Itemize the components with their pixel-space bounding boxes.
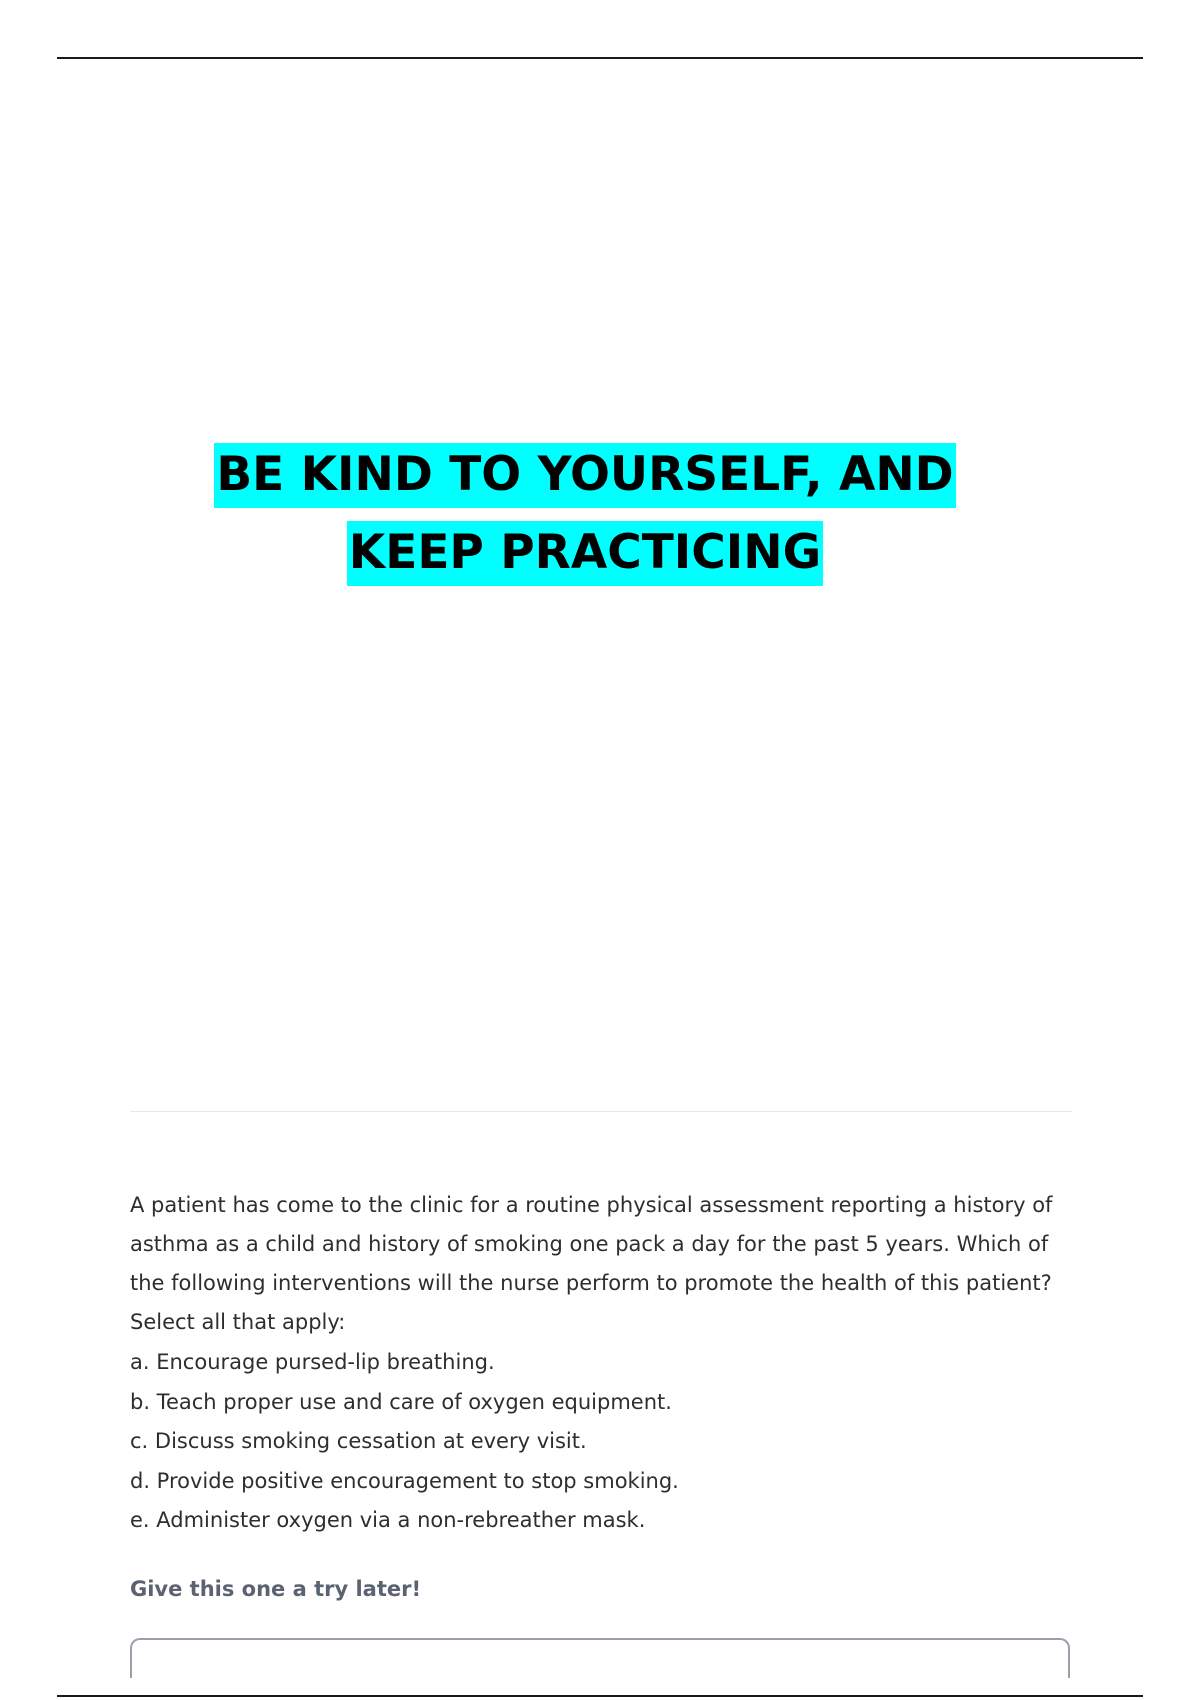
answer-options-list [130, 1343, 1080, 1541]
question-card-divider [130, 1111, 1072, 1112]
answer-option-a[interactable]: a. Encourage pursed-lip breathing. [130, 1350, 495, 1374]
page-top-rule [57, 57, 1143, 59]
answer-option-e[interactable]: e. Administer oxygen via a non-rebreather mask. [130, 1508, 646, 1532]
answer-option-d[interactable]: d. Provide positive encouragement to stop smoking. [130, 1468, 679, 1493]
try-later-label: Give this one a try later! [130, 1577, 422, 1601]
answer-box[interactable] [130, 1638, 1070, 1678]
answer-option-b[interactable]: b. Teach proper use and care of oxygen equipment. [130, 1389, 672, 1414]
answer-option-c[interactable]: c. Discuss smoking cessation at every visit. [130, 1429, 587, 1453]
banner-line-1: BE KIND TO YOURSELF, AND [214, 443, 955, 508]
banner-line-2: KEEP PRACTICING [347, 521, 823, 586]
motivational-banner [100, 436, 1070, 592]
question-stem: A patient has come to the clinic for a routine physical assessment reporting a history of asthma as a child and history of smoking one pack a day for the past 5 years. Which of the following interventions will the nurse perform to promote the health of this patient? Select all that apply: [130, 1193, 1053, 1334]
page-bottom-rule [57, 1695, 1143, 1697]
